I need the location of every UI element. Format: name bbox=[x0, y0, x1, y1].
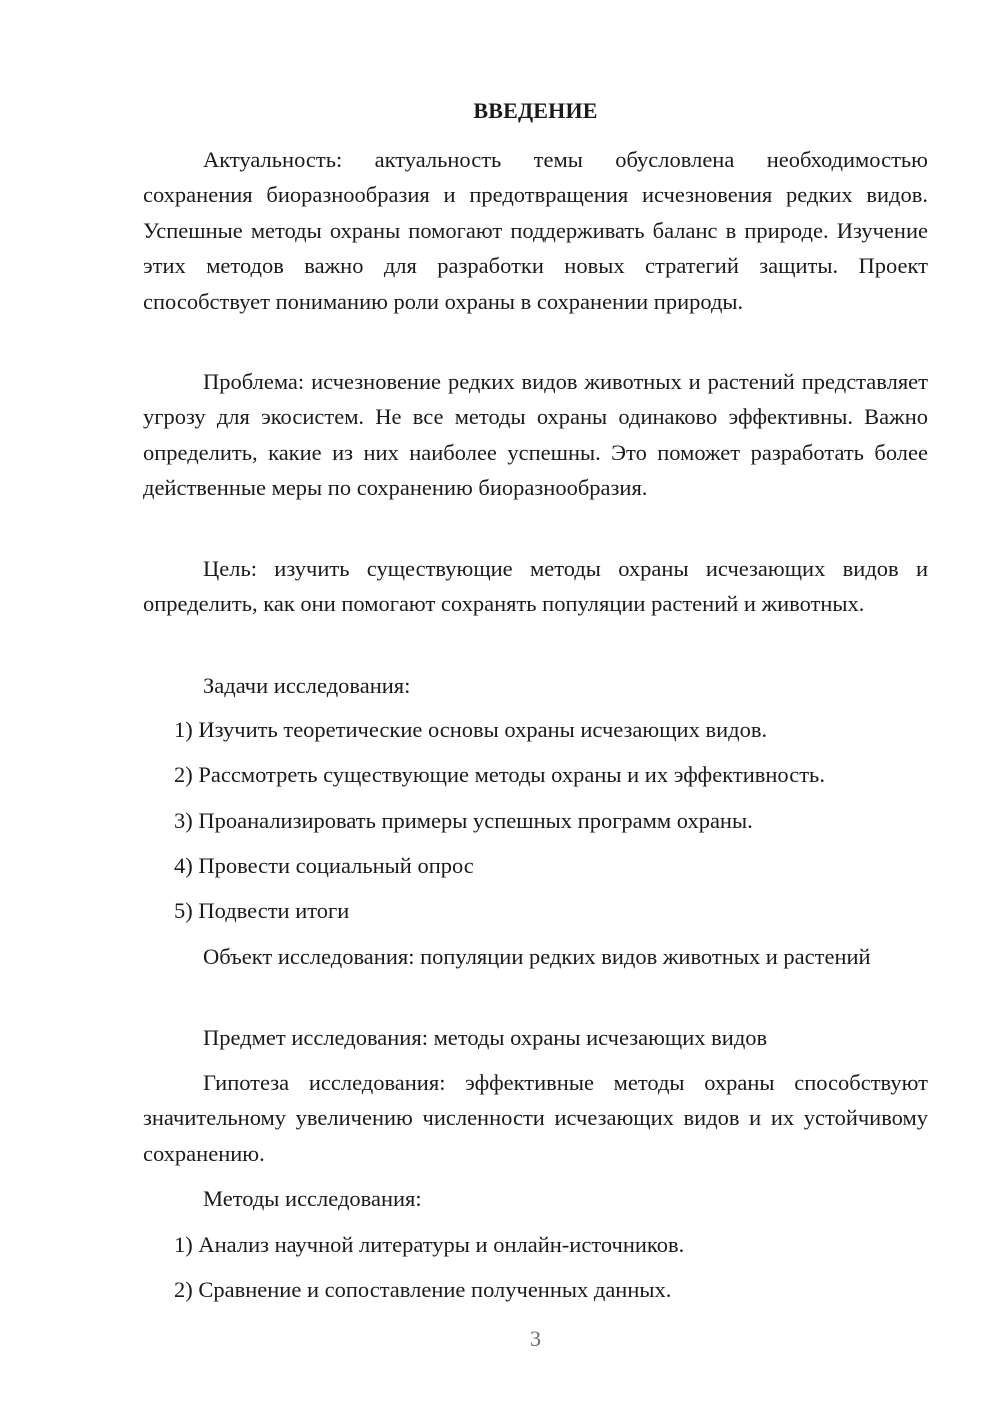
task-item-4: 4) Провести социальный опрос bbox=[174, 853, 474, 878]
method-item-2: 2) Сравнение и сопоставление полученных данных. bbox=[174, 1277, 672, 1302]
task-item-3: 3) Проанализировать примеры успешных программ охраны. bbox=[174, 808, 753, 833]
goal-paragraph: Цель: изучить существующие методы охраны исчезающих видов и определить, как они помогают сохранять популяции растений и животных. bbox=[143, 556, 928, 617]
task-item-5: 5) Подвести итоги bbox=[174, 898, 350, 923]
method-item-1: 1) Анализ научной литературы и онлайн-источников. bbox=[174, 1232, 685, 1257]
task-item-2: 2) Рассмотреть существующие методы охраны и их эффективность. bbox=[174, 762, 825, 787]
relevance-paragraph: Актуальность: актуальность темы обусловлена необходимостью сохранения биоразнообразия и предотвращения исчезновения редких видов. Успешные методы охраны помогают поддерживать баланс в природе. Изучение этих методов важно для разработки новых стратегий защиты. Проект способствует пониманию роли охраны в сохранении природы. bbox=[143, 147, 928, 314]
hypothesis-paragraph: Гипотеза исследования: эффективные методы охраны способствуют значительному увеличению численности исчезающих видов и их устойчивому сохранению. bbox=[143, 1070, 928, 1166]
problem-paragraph: Проблема: исчезновение редких видов животных и растений представляет угрозу для экосистем. Не все методы охраны одинаково эффективны. Важно определить, какие из них наиболее успешны. Это поможет разработать более действенные меры по сохранению биоразнообразия. bbox=[143, 369, 928, 501]
object-paragraph: Объект исследования: популяции редких видов животных и растений bbox=[203, 944, 871, 969]
methods-heading: Методы исследования: bbox=[203, 1186, 422, 1211]
document-page bbox=[143, 0, 928, 1414]
task-item-1: 1) Изучить теоретические основы охраны исчезающих видов. bbox=[174, 717, 768, 742]
tasks-heading: Задачи исследования: bbox=[203, 673, 411, 698]
page-title: ВВЕДЕНИЕ bbox=[473, 98, 598, 123]
subject-paragraph: Предмет исследования: методы охраны исчезающих видов bbox=[203, 1025, 768, 1050]
page-number: 3 bbox=[530, 1326, 541, 1351]
